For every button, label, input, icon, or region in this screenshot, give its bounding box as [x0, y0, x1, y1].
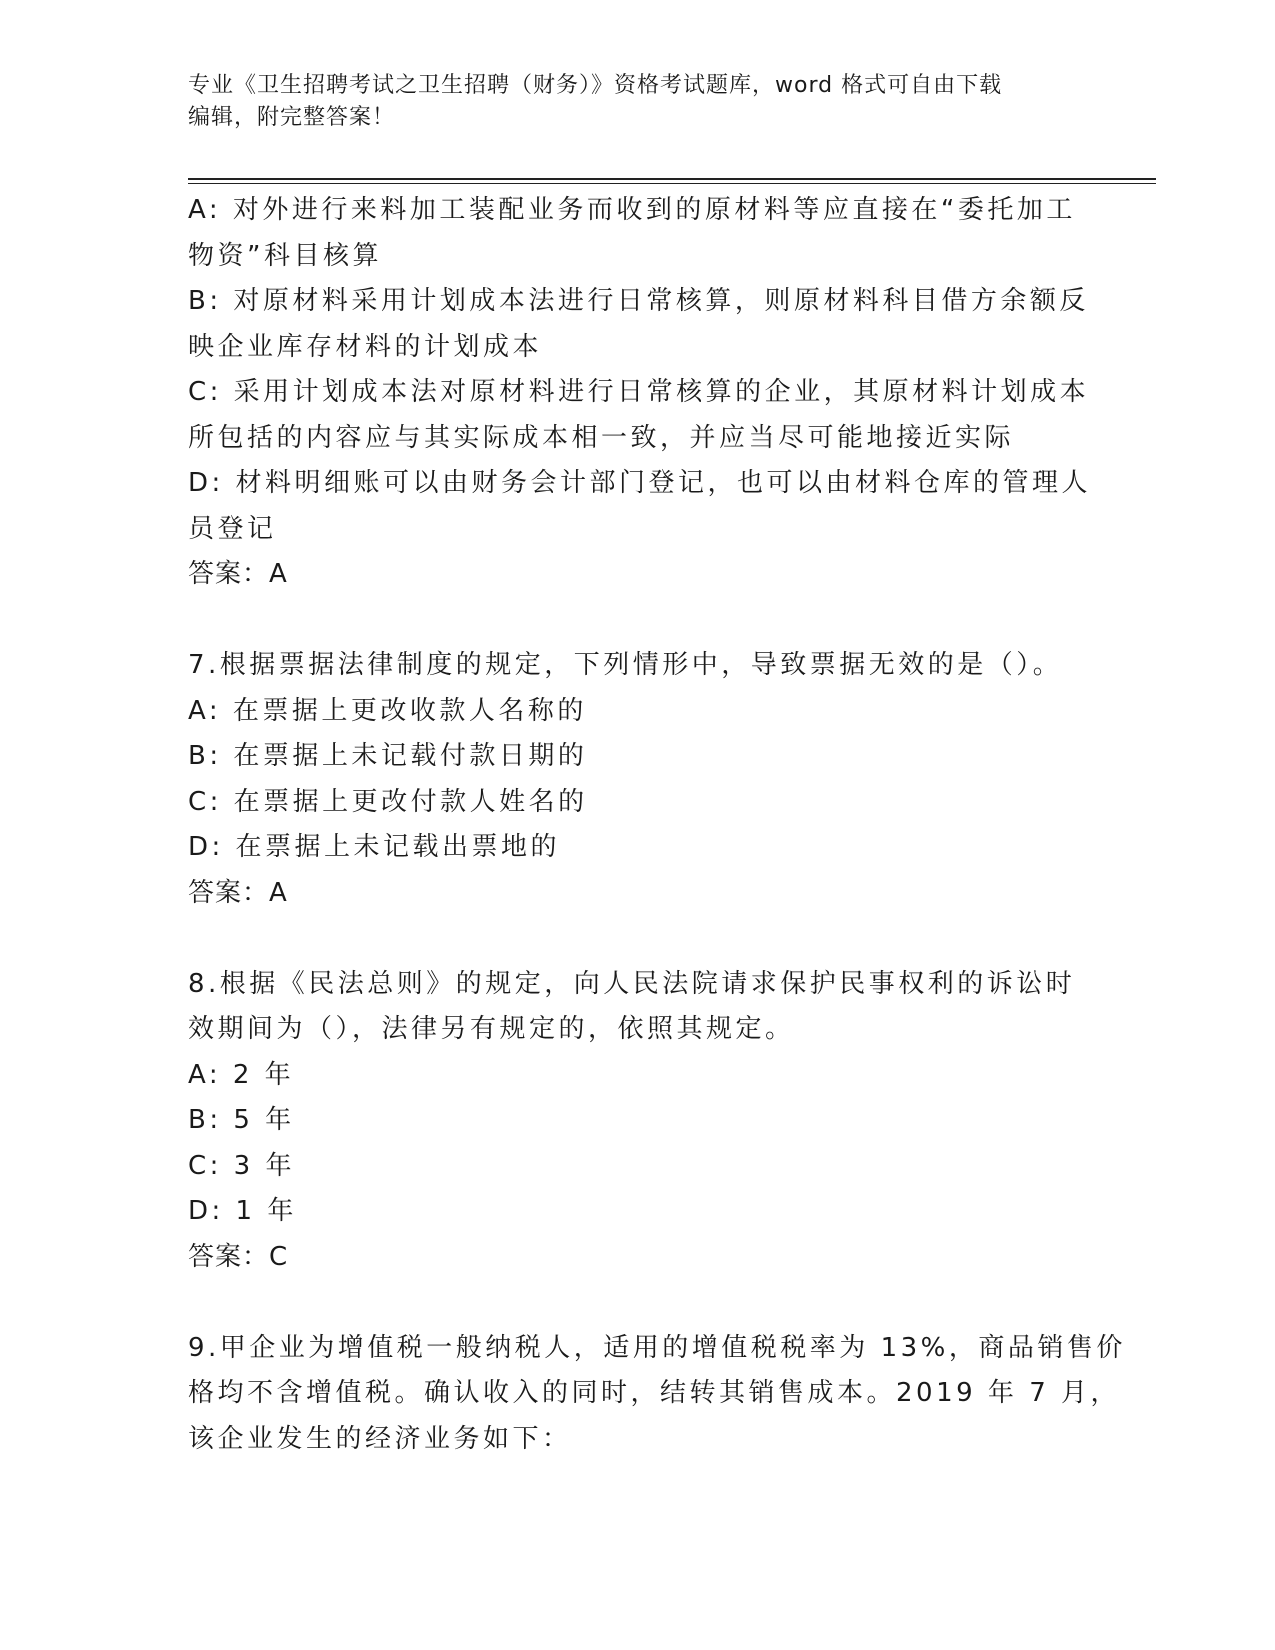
q6-option-c-line-1: C: 采用计划成本法对原材料进行日常核算的企业，其原材料计划成本 — [188, 377, 1090, 407]
document-body — [188, 188, 1126, 1462]
question-6-options — [188, 188, 1092, 598]
question-8 — [188, 962, 1088, 1281]
q7-option-b: B: 在票据上未记载付款日期的 — [188, 741, 588, 771]
header-title-line-1: 专业《卫生招聘考试之卫生招聘（财务）》资格考试题库，word 格式可自由下载 — [188, 73, 1003, 98]
q9-stem-line-1: 9.甲企业为增值税一般纳税人，适用的增值税税率为 13%，商品销售价 — [188, 1332, 1126, 1363]
q6-option-a-line-1: A: 对外进行来料加工装配业务而收到的原材料等应直接在“委托加工 — [188, 195, 1076, 225]
spacer — [188, 1280, 1088, 1326]
q9-stem-line-3: 该企业发生的经济业务如下： — [188, 1423, 572, 1454]
spacer — [188, 598, 1088, 644]
q7-stem: 7.根据票据法律制度的规定，下列情形中，导致票据无效的是（）。 — [188, 650, 1063, 680]
q7-option-c: C: 在票据上更改付款人姓名的 — [188, 786, 588, 817]
q6-option-b-line-2: 映企业库存材料的计划成本 — [188, 331, 543, 362]
q7-option-a: A: 在票据上更改收款人名称的 — [188, 695, 587, 726]
q6-option-d-line-2: 员登记 — [188, 513, 277, 544]
header-divider-thick — [188, 178, 1156, 180]
header-title-line-2: 编辑，附完整答案！ — [188, 105, 396, 130]
header-divider-thin — [188, 183, 1156, 184]
spacer — [188, 916, 1088, 962]
q8-option-c: C: 3 年 — [188, 1150, 295, 1181]
q8-option-a: A: 2 年 — [188, 1059, 295, 1090]
q8-option-d: D: 1 年 — [188, 1196, 297, 1226]
question-7 — [188, 643, 1088, 916]
q8-answer: 答案：C — [188, 1241, 289, 1272]
q7-answer: 答案：A — [188, 877, 288, 908]
q6-option-a-line-2: 物资”科目核算 — [188, 240, 382, 271]
q8-stem-line-1: 8.根据《民法总则》的规定，向人民法院请求保护民事权利的诉讼时 — [188, 968, 1076, 999]
question-9 — [188, 1326, 1126, 1463]
q7-option-d: D: 在票据上未记载出票地的 — [188, 832, 561, 862]
q9-stem-line-2: 格均不含增值税。确认收入的同时，结转其销售成本。2019 年 7 月， — [188, 1378, 1121, 1408]
q6-option-c-line-2: 所包括的内容应与其实际成本相一致，并应当尽可能地接近实际 — [188, 422, 1015, 453]
q6-option-b-line-1: B: 对原材料采用计划成本法进行日常核算，则原材料科目借方余额反 — [188, 286, 1089, 316]
q6-answer: 答案：A — [188, 559, 288, 589]
q8-stem-line-2: 效期间为（），法律另有规定的，依照其规定。 — [188, 1014, 795, 1044]
q8-option-b: B: 5 年 — [188, 1105, 295, 1135]
q6-option-d-line-1: D: 材料明细账可以由财务会计部门登记，也可以由材料仓库的管理人 — [188, 468, 1092, 498]
page-header — [188, 70, 1088, 134]
